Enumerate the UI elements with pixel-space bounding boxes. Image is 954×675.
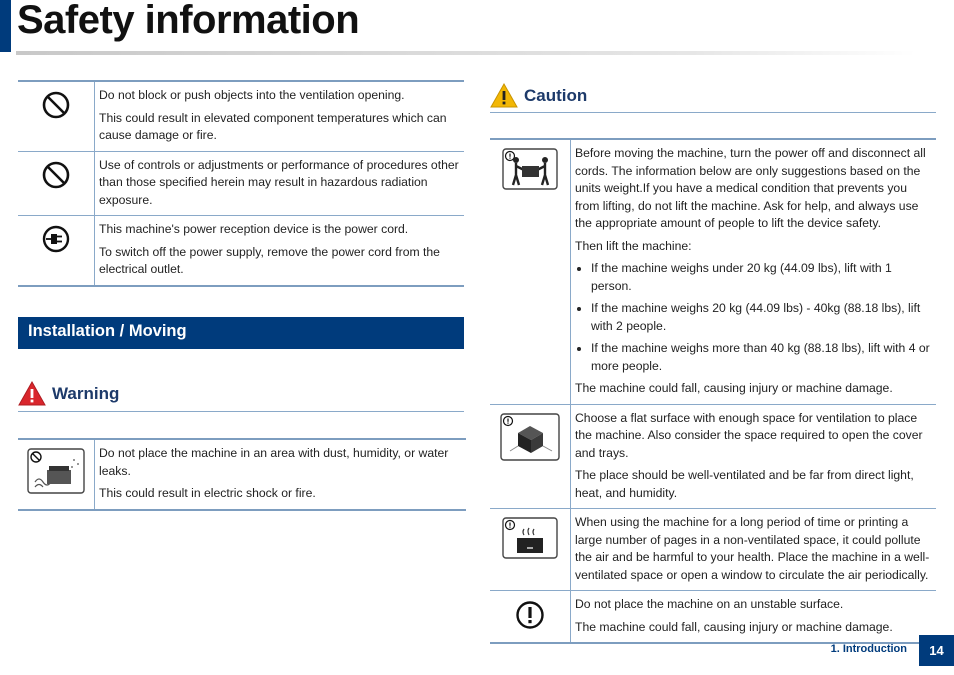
text-cell: [571, 509, 937, 591]
chapter-label: 1. Introduction: [830, 643, 907, 655]
flat-surface-icon: [500, 413, 560, 461]
icon-cell: [18, 439, 95, 510]
row-text: The place should be well-ventilated and be far from direct light, heat, and humidity.: [575, 468, 914, 500]
page-number: 14: [919, 635, 954, 666]
caution-divider: [490, 112, 936, 113]
text-cell: [95, 151, 465, 216]
row-text: Do not place the machine on an unstable surface.: [575, 597, 844, 611]
row-text: Then lift the machine:: [575, 238, 692, 253]
row-text: This could result in electric shock or fire.: [99, 486, 316, 500]
row-text: To switch off the power supply, remove the power cord from the electrical outlet.: [99, 244, 440, 276]
text-cell: [95, 81, 465, 151]
row-text: The machine could fall, causing injury or machine damage.: [575, 619, 893, 634]
ventilation-fumes-icon: [502, 517, 558, 559]
row-text: The machine could fall, causing injury or machine damage.: [575, 381, 893, 395]
warning-heading-label: Warning: [52, 383, 120, 403]
icon-cell: [18, 216, 95, 286]
text-cell: [95, 216, 465, 286]
row-text: Before moving the machine, turn the power off and disconnect all cords. The information below are only suggestions based on the units weight.If you have a medical condition that prevents you from lifting, do not lift the machine. Ask for help, and always use the appropriate amount of people to lift the device safety.: [575, 146, 926, 230]
caution-heading: [490, 83, 587, 108]
table-row: [18, 439, 466, 510]
warning-table: [18, 438, 466, 511]
caution-table: [490, 138, 936, 644]
row-text: When using the machine for a long period of time or printing a large number of pages in a non-ventilated space, it could pollute the air and be harmful to your health. Place the machine in a well-ventilated space or open a window to circulate the air periodically.: [575, 515, 930, 582]
list-item: • If the machine weighs 20 kg (44.09 lbs) - 40kg (88.18 lbs), lift with 2 people.: [591, 300, 932, 335]
two-person-lift-icon: [502, 148, 558, 190]
warning-heading: [18, 381, 119, 406]
prohibited-icon: [41, 90, 71, 120]
row-text: Choose a flat surface with enough space for ventilation to place the machine. Also consider the space required to open the cover and trays.: [575, 410, 923, 460]
table-row: [490, 591, 936, 644]
section-heading-installation: Installation / Moving: [18, 317, 464, 349]
text-cell: [571, 591, 937, 644]
text-cell: [95, 439, 467, 510]
prohibited-icon: [41, 160, 71, 190]
table-row: [490, 509, 936, 591]
icon-cell: [490, 139, 571, 404]
weight-lift-list: [575, 260, 932, 375]
header-accent-bar: [0, 0, 11, 52]
page-title: Safety information: [17, 0, 360, 42]
title-underline: [16, 51, 916, 55]
text-cell: [571, 139, 937, 404]
list-item: • If the machine weighs more than 40 kg (88.18 lbs), lift with 4 or more people.: [591, 340, 932, 375]
icon-cell: [490, 404, 571, 509]
warning-divider: [18, 411, 464, 412]
icon-cell: [18, 81, 95, 151]
row-text: This could result in elevated component temperatures which can cause damage or fire.: [99, 110, 447, 142]
caution-heading-label: Caution: [524, 85, 588, 105]
table-row: [490, 139, 936, 404]
text-cell: [571, 404, 937, 509]
caution-triangle-icon: [490, 83, 518, 108]
row-text: Do not block or push objects into the ventilation opening.: [99, 88, 405, 102]
exclamation-circle-icon: [514, 599, 546, 631]
row-text: Do not place the machine in an area with dust, humidity, or water leaks.: [99, 446, 449, 478]
icon-cell: [490, 591, 571, 644]
table-row: [18, 216, 464, 286]
no-dust-humidity-icon: [27, 448, 85, 494]
table-row: [490, 404, 936, 509]
table-row: [18, 81, 464, 151]
power-disconnect-icon: [41, 224, 71, 254]
general-safety-table: [18, 80, 464, 287]
list-item: • If the machine weighs under 20 kg (44.09 lbs), lift with 1 person.: [591, 260, 932, 295]
row-text: Use of controls or adjustments or performance of procedures other than those specified herein may result in hazardous radiation exposure.: [99, 157, 459, 207]
icon-cell: [18, 151, 95, 216]
row-text: This machine's power reception device is the power cord.: [99, 222, 409, 236]
icon-cell: [490, 509, 571, 591]
table-row: [18, 151, 464, 216]
warning-triangle-icon: [18, 381, 46, 406]
